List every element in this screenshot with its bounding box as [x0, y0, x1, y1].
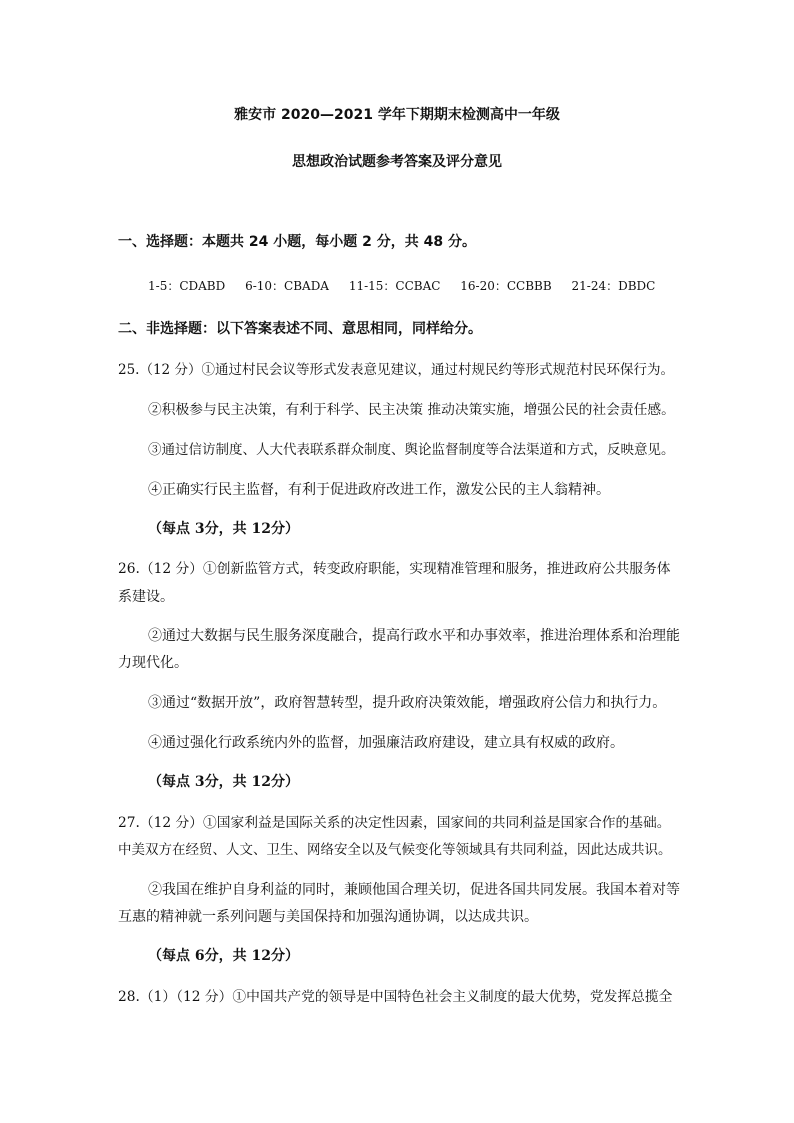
q26-paragraph-3: ③通过“数据开放”，政府智慧转型，提升政府决策效能，增强政府公信力和执行力。: [148, 695, 667, 711]
q26-paragraph-1b: 系建设。: [118, 589, 174, 605]
choice-answers-row: [148, 275, 671, 297]
q25-paragraph-1: 25.（12 分）①通过村民会议等形式发表意见建议，通过村规民约等形式规范村民环保行为。: [118, 362, 674, 378]
answer-group-4: 16-20：CCBBB: [460, 279, 552, 293]
answer-group-1: 1-5：CDABD: [148, 279, 226, 293]
answer-group-3: 11-15：CCBAC: [348, 279, 441, 293]
answer-group-5: 21-24：DBDC: [571, 279, 656, 293]
q27-score-note: （每点 6分，共 12分）: [148, 948, 299, 964]
q26-paragraph-4: ④通过强化行政系统内外的监督，加强廉洁政府建设，建立具有权威的政府。: [148, 735, 624, 751]
q26-score-note: （每点 3分，共 12分）: [148, 774, 299, 790]
q26-paragraph-1a: 26.（12 分）①创新监管方式，转变政府职能，实现精准管理和服务，推进政府公共服务体: [118, 561, 671, 577]
answer-group-2: 6-10：CBADA: [245, 279, 329, 293]
q27-paragraph-2a: ②我国在维护自身利益的同时，兼顾他国合理关切，促进各国共同发展。我国本着对等: [148, 882, 680, 898]
section1-heading: 一、选择题：本题共 24 小题，每小题 2 分，共 48 分。: [118, 234, 476, 250]
q26-paragraph-2a: ②通过大数据与民生服务深度融合，提高行政水平和办事效率，推进治理体系和治理能: [148, 628, 680, 644]
document-title-line1: 雅安市 2020—2021 学年下期期末检测高中一年级: [234, 107, 560, 123]
section2-heading: 二、非选择题：以下答案表述不同、意思相同，同样给分。: [118, 321, 482, 337]
q27-paragraph-2b: 互惠的精神就一系列问题与美国保持和加强沟通协调，以达成共识。: [118, 909, 538, 925]
q28-paragraph-1a: 28.（1）（12 分）①中国共产党的领导是中国特色社会主义制度的最大优势，党发挥总揽全: [118, 989, 673, 1005]
q25-paragraph-2: ②积极参与民主决策，有利于科学、民主决策 推动决策实施，增强公民的社会责任感。: [148, 402, 675, 418]
q27-paragraph-1a: 27.（12 分）①国家利益是国际关系的决定性因素，国家间的共同利益是国家合作的基础。: [118, 815, 671, 831]
q25-score-note: （每点 3分，共 12分）: [148, 521, 299, 537]
q27-paragraph-1b: 中美双方在经贸、人文、卫生、网络安全以及气候变化等领域具有共同利益，因此达成共识。: [118, 842, 672, 858]
document-title-line2: 思想政治试题参考答案及评分意见: [292, 154, 502, 170]
q25-paragraph-3: ③通过信访制度、人大代表联系群众制度、舆论监督制度等合法渠道和方式，反映意见。: [148, 442, 675, 458]
q26-paragraph-2b: 力现代化。: [118, 655, 188, 671]
q25-paragraph-4: ④正确实行民主监督，有利于促进政府改进工作，激发公民的主人翁精神。: [148, 482, 610, 498]
